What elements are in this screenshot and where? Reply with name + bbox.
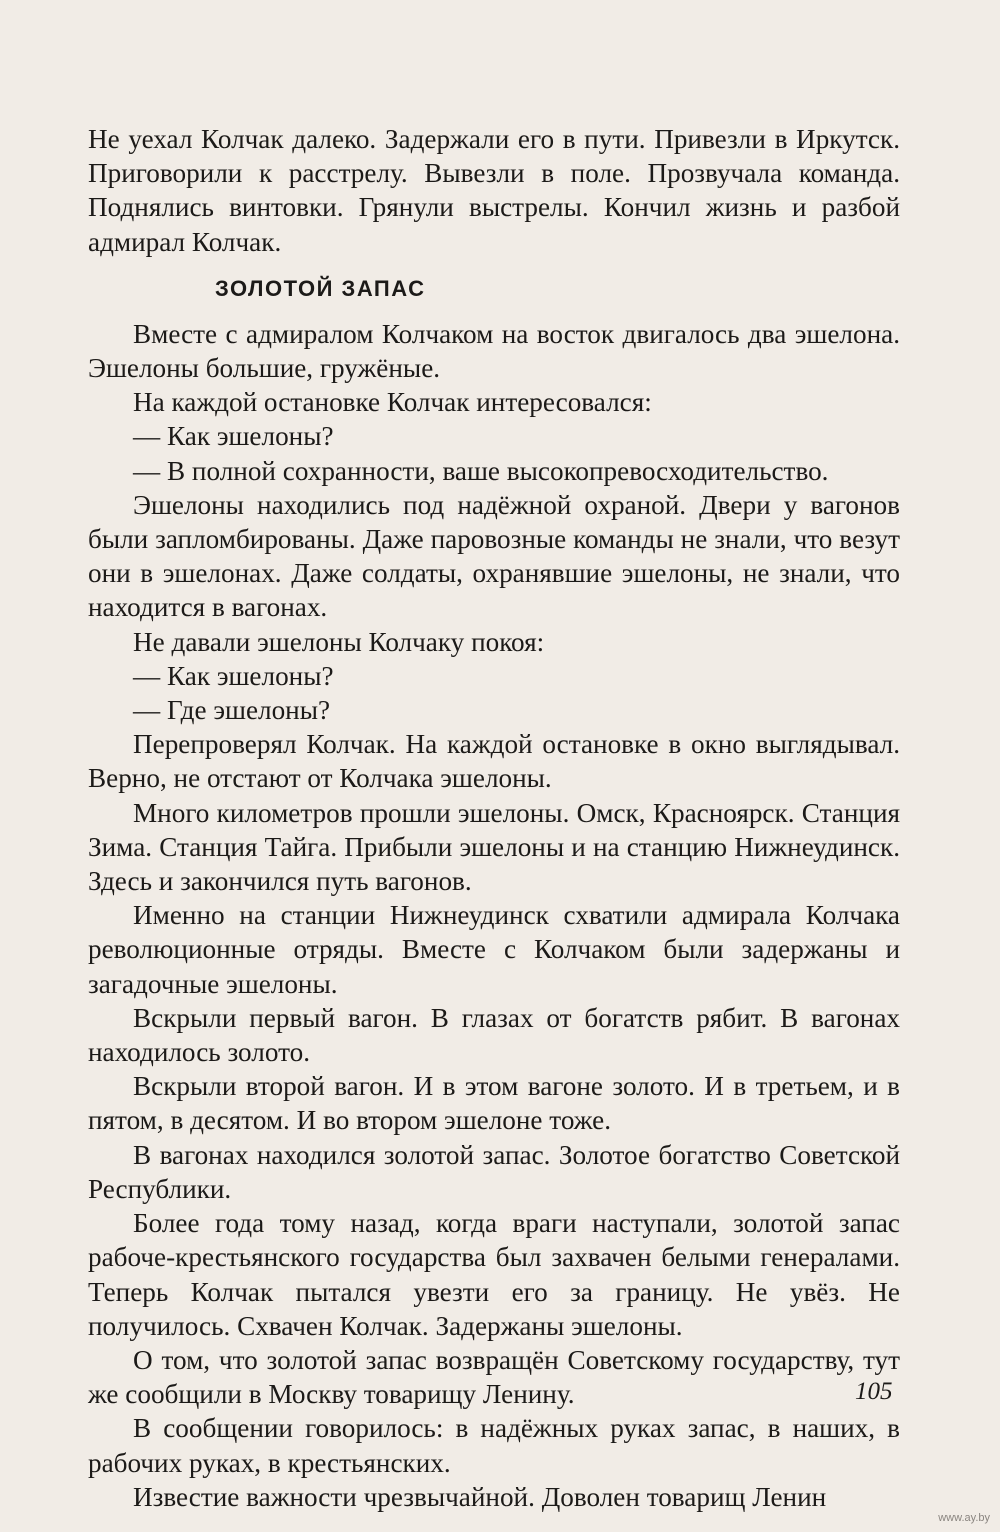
paragraph: Вскрыли второй вагон. И в этом вагоне золото. И в третьем, и в пятом, в десятом. И во втором эшелоне тоже. [88, 1071, 900, 1136]
paragraph: Вместе с адмиралом Колчаком на восток двигалось два эшелона. Эшелоны большие, гружёные. [88, 318, 900, 384]
paragraph: Эшелоны находились под надёжной охраной. Двери у вагонов были запломбированы. Даже паровозные команды не знали, что везут они в эшелонах. Даже солдаты, охранявшие эшелоны, не знали, что находится в вагонах. [88, 489, 900, 623]
page-number: 105 [855, 1378, 893, 1405]
paragraph: Именно на станции Нижнеудинск схватили адмирала Колчака революционные отряды. Вместе с Колчаком были задержаны и загадочные эшелоны. [88, 900, 900, 999]
paragraph: О том, что золотой запас возвращён Советскому государству, тут же сообщили в Москву товарищу Ленину. [88, 1344, 900, 1410]
paragraph: Более года тому назад, когда враги наступали, золотой запас рабоче-крестьянского государства был захвачен белыми генералами. Теперь Колчак пытался увезти его за границу. Не увёз. Не получилось. Схвачен Колчак. Задержаны эшелоны. [88, 1208, 900, 1341]
dialogue-line: — Где эшелоны? [133, 695, 331, 726]
paragraph: Известие важности чрезвычайной. Доволен товарищ Ленин [133, 1481, 827, 1512]
paragraph: Много километров прошли эшелоны. Омск, Красноярск. Станция Зима. Станция Тайга. Прибыли эшелоны и на станцию Нижнеудинск. Здесь и закончился путь вагонов. [88, 797, 900, 897]
paragraph: Вскрыли первый вагон. В глазах от богатств рябит. В вагонах находилось золото. [88, 1002, 900, 1068]
paragraph: В сообщении говорилось: в надёжных руках запас, в наших, в рабочих руках, в крестьянских. [88, 1413, 900, 1478]
dialogue-line: — Как эшелоны? [133, 421, 334, 452]
section-title: ЗОЛОТОЙ ЗАПАС [215, 275, 426, 301]
paragraph: На каждой остановке Колчак интересовался: [133, 387, 652, 418]
dialogue-line: — В полной сохранности, ваше высокопревосходительство. [133, 455, 829, 486]
body-text [88, 122, 900, 1514]
dialogue-line: — Как эшелоны? [133, 660, 334, 691]
paragraph: Не уехал Колчак далеко. Задержали его в пути. Привезли в Иркутск. Приговорили к расстрелу. Вывезли в поле. Прозвучала команда. Поднялись винтовки. Грянули выстрелы. Кончил жизнь и разбой адмирал Колчак. [88, 124, 900, 257]
watermark: www.ay.by [938, 1512, 990, 1524]
paragraph: В вагонах находился золотой запас. Золотое богатство Советской Республики. [88, 1139, 900, 1204]
paragraph: Не давали эшелоны Колчаку покоя: [133, 626, 545, 657]
paragraph: Перепроверял Колчак. На каждой остановке в окно выглядывал. Верно, не отстают от Колчака эшелоны. [88, 729, 900, 794]
